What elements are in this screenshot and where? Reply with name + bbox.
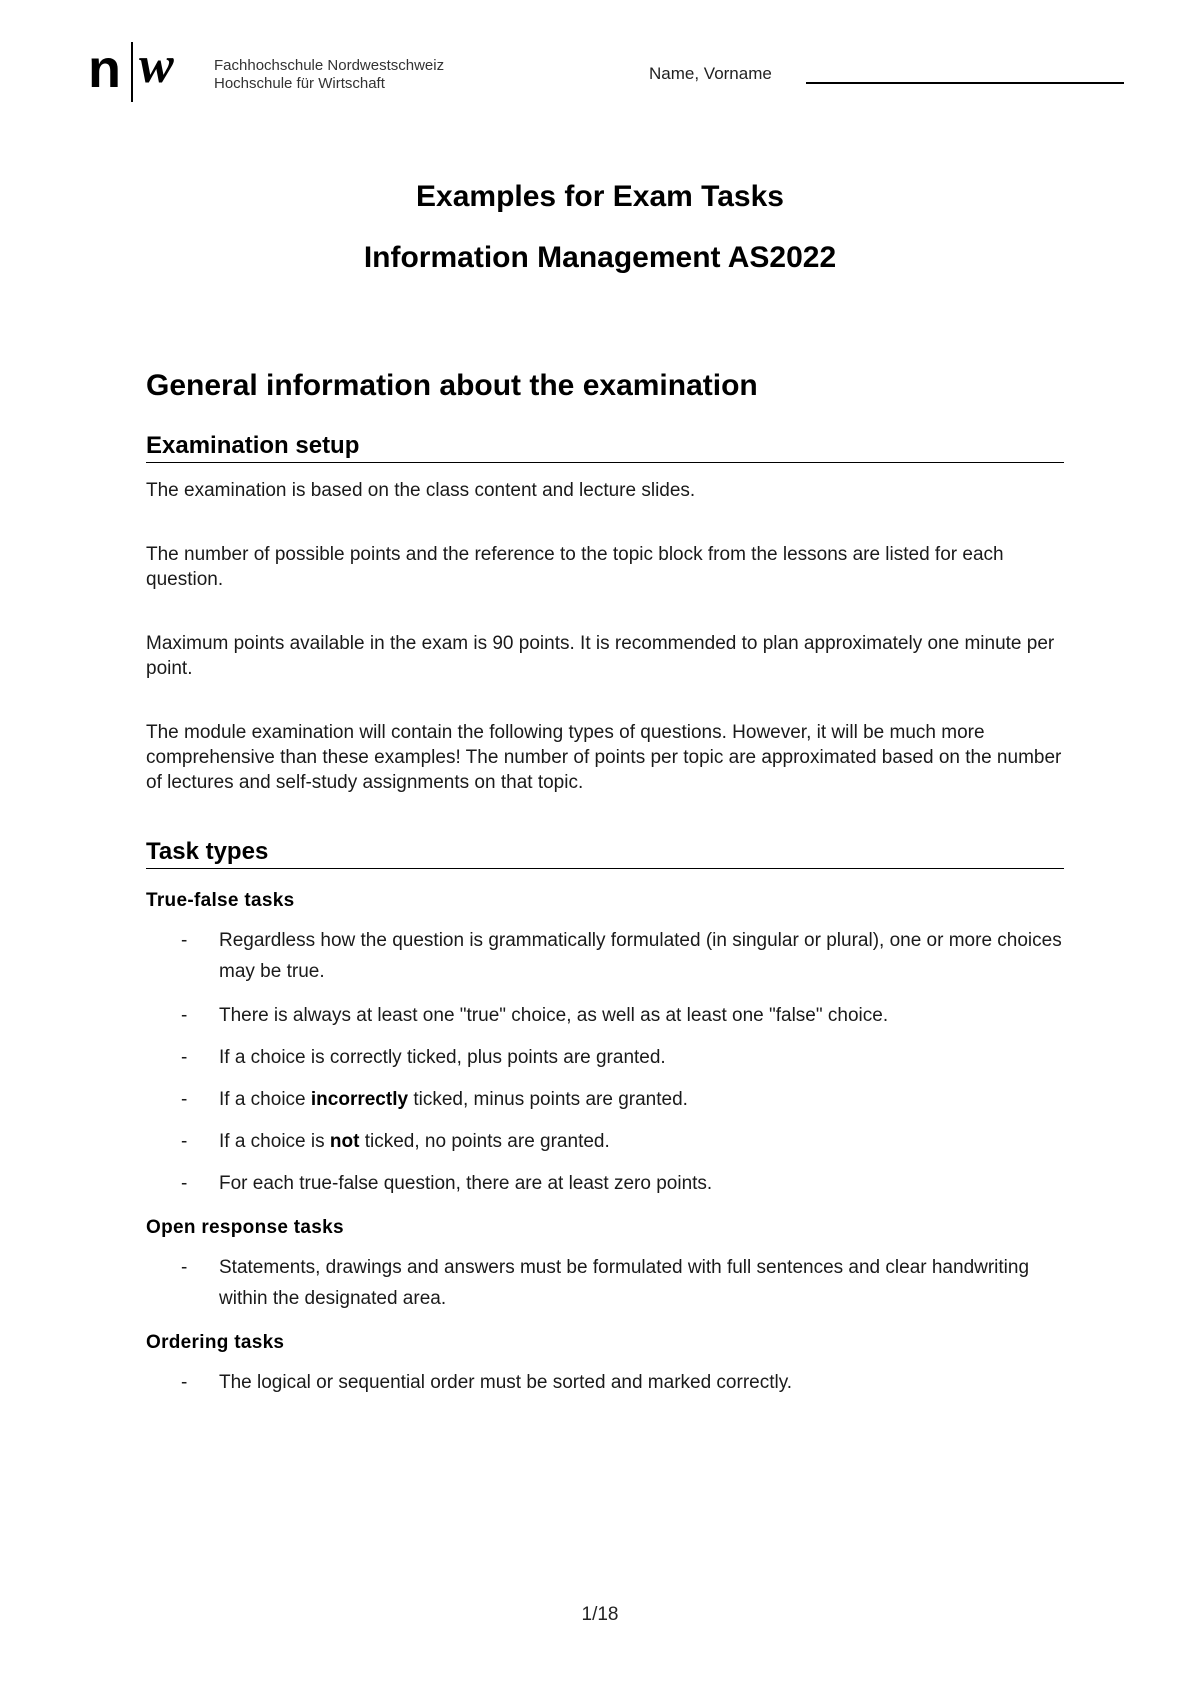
institution-line-2: Hochschule für Wirtschaft [214,75,385,92]
list-item [181,1367,1071,1398]
list-item [181,925,1071,987]
page-number: 1/18 [581,1604,619,1625]
bullet-dash: - [181,1047,188,1068]
name-field-line[interactable] [806,82,1124,84]
bullet-text: Regardless how the question is grammatically formulated (in singular or plural), one or more choices may be true. [219,930,1062,982]
paragraph-setup-3: Maximum points available in the exam is 90 points. It is recommended to plan approximately one minute per point. [146,633,1055,679]
bullet-dash: - [181,1005,188,1026]
logo-letter-w: w [139,37,174,94]
institution-line-1: Fachhochschule Nordwestschweiz [214,57,445,74]
heading-ordering-tasks: Ordering tasks [146,1332,285,1353]
bullet-dash: - [181,1173,188,1194]
heading-true-false-tasks: True-false tasks [146,890,295,911]
paragraph-setup-1: The examination is based on the class content and lecture slides. [146,480,696,501]
bullet-text: Statements, drawings and answers must be formulated with full sentences and clear handwriting within the designated area. [219,1257,1030,1309]
paragraph-setup-2: The number of possible points and the reference to the topic block from the lessons are listed for each question. [146,544,1004,590]
list-item [181,1168,1071,1199]
bullet-text: If a choice is not ticked, no points are granted. [219,1131,610,1152]
fhnw-logo [88,37,198,104]
institution-name [214,57,444,93]
bullet-text: The logical or sequential order must be sorted and marked correctly. [219,1372,793,1393]
bullet-text: For each true-false question, there are at least zero points. [219,1173,713,1194]
bullet-text: If a choice incorrectly ticked, minus points are granted. [219,1089,688,1110]
document-title: Examples for Exam Tasks [416,180,784,213]
subheading-task-types: Task types [146,838,1064,869]
bullet-dash: - [181,1089,188,1110]
bullet-text: There is always at least one "true" choice, as well as at least one "false" choice. [219,1005,889,1026]
list-item [181,1084,1071,1115]
list-item [181,1252,1071,1314]
bullet-dash: - [181,1131,188,1152]
bullet-dash: - [181,930,188,951]
paragraph-setup-4: The module examination will contain the following types of questions. However, it will be much more comprehensive than these examples! The number of points per topic are approximated based on the number of lectures and self-study assignments on that topic. [146,722,1062,793]
bullet-text: If a choice is correctly ticked, plus points are granted. [219,1047,666,1068]
list-item [181,1000,1071,1031]
logo-divider [131,42,133,102]
list-item [181,1042,1071,1073]
logo-letter-n: n [88,39,120,99]
list-item [181,1126,1071,1157]
name-field-label: Name, Vorname [649,64,772,83]
document-subtitle: Information Management AS2022 [363,241,837,274]
bullet-dash: - [181,1372,188,1393]
subheading-examination-setup: Examination setup [146,432,1064,463]
section-heading-general: General information about the examination [146,369,758,402]
bullet-dash: - [181,1257,188,1278]
heading-open-response-tasks: Open response tasks [146,1217,344,1238]
